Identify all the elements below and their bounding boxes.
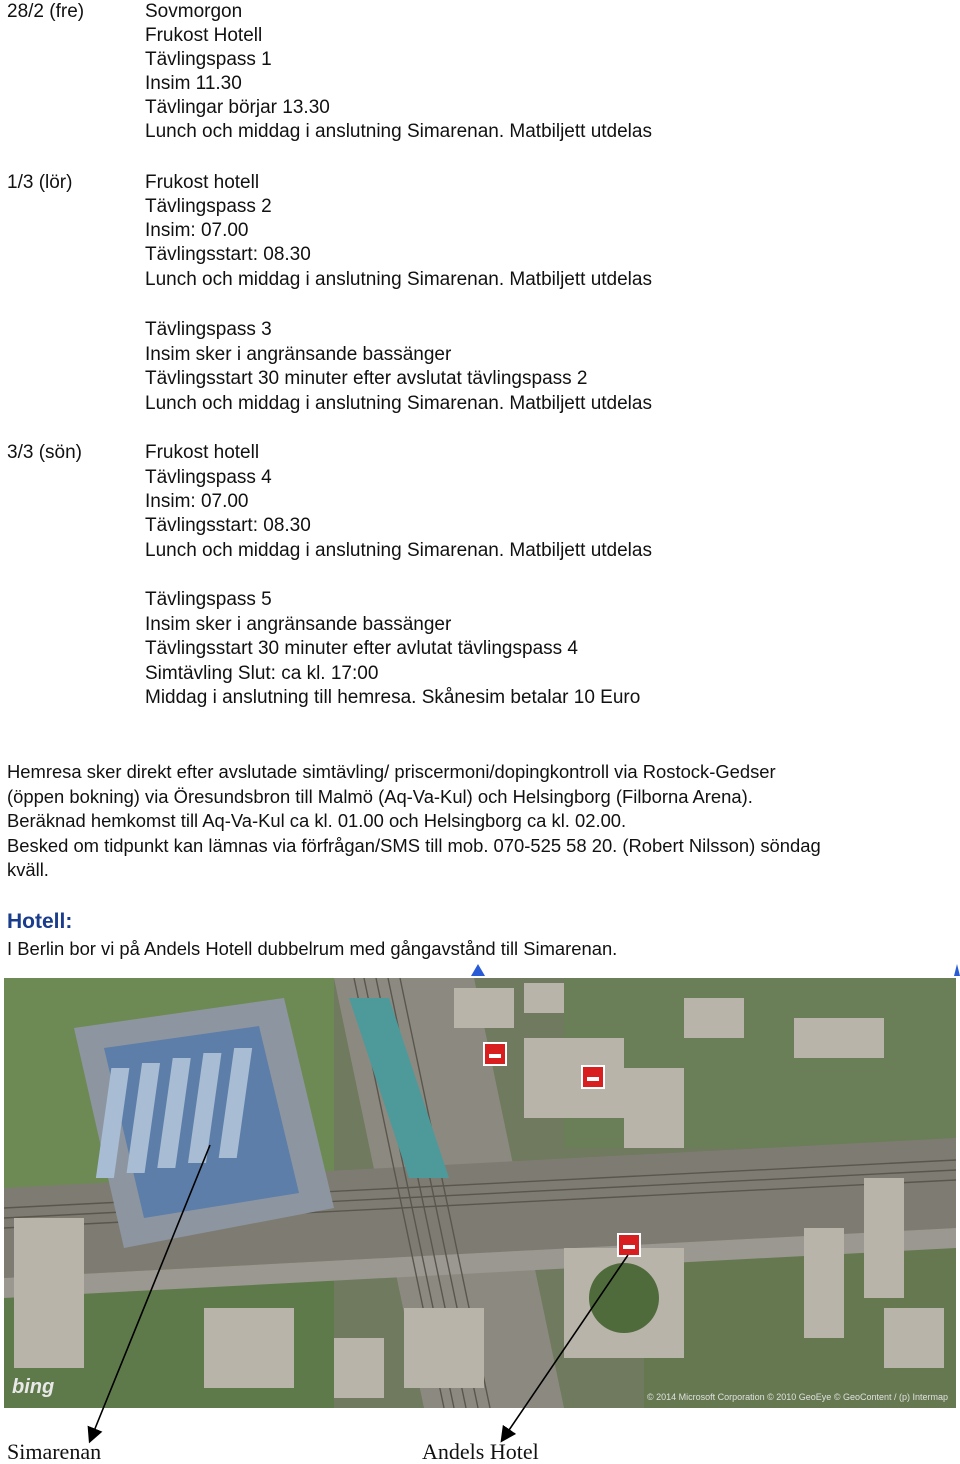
schedule-line: Insim sker i angränsande bassänger [145,344,452,365]
schedule-line: Insim 11.30 [145,73,242,94]
schedule-line: Tävlingsstart 30 minuter efter avslutat tävlingspass 2 [145,368,588,389]
schedule-line: Insim sker i angränsande bassänger [145,614,452,635]
return-trip-line: Hemresa sker direkt efter avslutade simtävling/ priscermoni/dopingkontroll via Rostock-Gedser [7,761,776,782]
schedule-line: Lunch och middag i anslutning Simarenan. Matbiljett utdelas [145,269,652,290]
schedule-line: Frukost Hotell [145,25,263,46]
day-label-sun: 3/3 (sön) [7,442,82,463]
schedule-line: Middag i anslutning till hemresa. Skånesim betalar 10 Euro [145,687,641,708]
map-copyright: © 2014 Microsoft Corporation © 2010 GeoEye © GeoContent / (p) Intermap [646,1392,948,1402]
schedule-line: Tävlingspass 4 [145,467,272,488]
return-trip-line: Beräknad hemkomst till Aq-Va-Kul ca kl. 01.00 och Helsingborg ca kl. 02.00. [7,810,627,831]
hotel-heading: Hotell: [7,910,73,933]
schedule-line: Tävlingsstart: 08.30 [145,244,311,265]
aerial-map [4,978,956,1408]
schedule-line: Frukost hotell [145,172,260,193]
schedule-line: Simtävling Slut: ca kl. 17:00 [145,663,379,684]
schedule-line: Lunch och middag i anslutning Simarenan. Matbiljett utdelas [145,540,652,561]
schedule-line: Insim: 07.00 [145,220,249,241]
schedule-line: Sovmorgon [145,1,243,22]
schedule-line: Tävlingspass 1 [145,49,272,70]
schedule-line: Tävlingsstart 30 minuter efter avlutat tävlingspass 4 [145,638,578,659]
hotel-text: I Berlin bor vi på Andels Hotell dubbelrum med gångavstånd till Simarenan. [7,938,618,959]
caption-simarenan: Simarenan [7,1439,102,1464]
schedule-line: Insim: 07.00 [145,491,249,512]
schedule-line: Lunch och middag i anslutning Simarenan. Matbiljett utdelas [145,393,652,414]
return-trip-line: Besked om tidpunkt kan lämnas via förfrågan/SMS till mob. 070-525 58 20. (Robert Nilsson) söndag [7,835,821,856]
return-trip-line: (öppen bokning) via Öresundsbron till Malmö (Aq-Va-Kul) och Helsingborg (Filborna Arena). [7,786,753,807]
schedule-line: Lunch och middag i anslutning Simarenan. Matbiljett utdelas [145,121,652,142]
schedule-line: Tävlingar börjar 13.30 [145,97,330,118]
schedule-line: Tävlingspass 5 [145,589,272,610]
return-trip-line: kväll. [7,859,49,880]
map-edge-marker-icon [952,963,960,977]
day-label-fri: 28/2 (fre) [7,1,85,22]
bing-watermark: bing [12,1376,55,1398]
schedule-line: Tävlingsstart: 08.30 [145,515,311,536]
schedule-line: Tävlingspass 2 [145,196,272,217]
day-label-sat: 1/3 (lör) [7,172,73,193]
map-north-marker-icon [470,963,486,977]
schedule-line: Frukost hotell [145,442,260,463]
caption-andels-hotel: Andels Hotel [422,1439,539,1464]
schedule-line: Tävlingspass 3 [145,319,272,340]
